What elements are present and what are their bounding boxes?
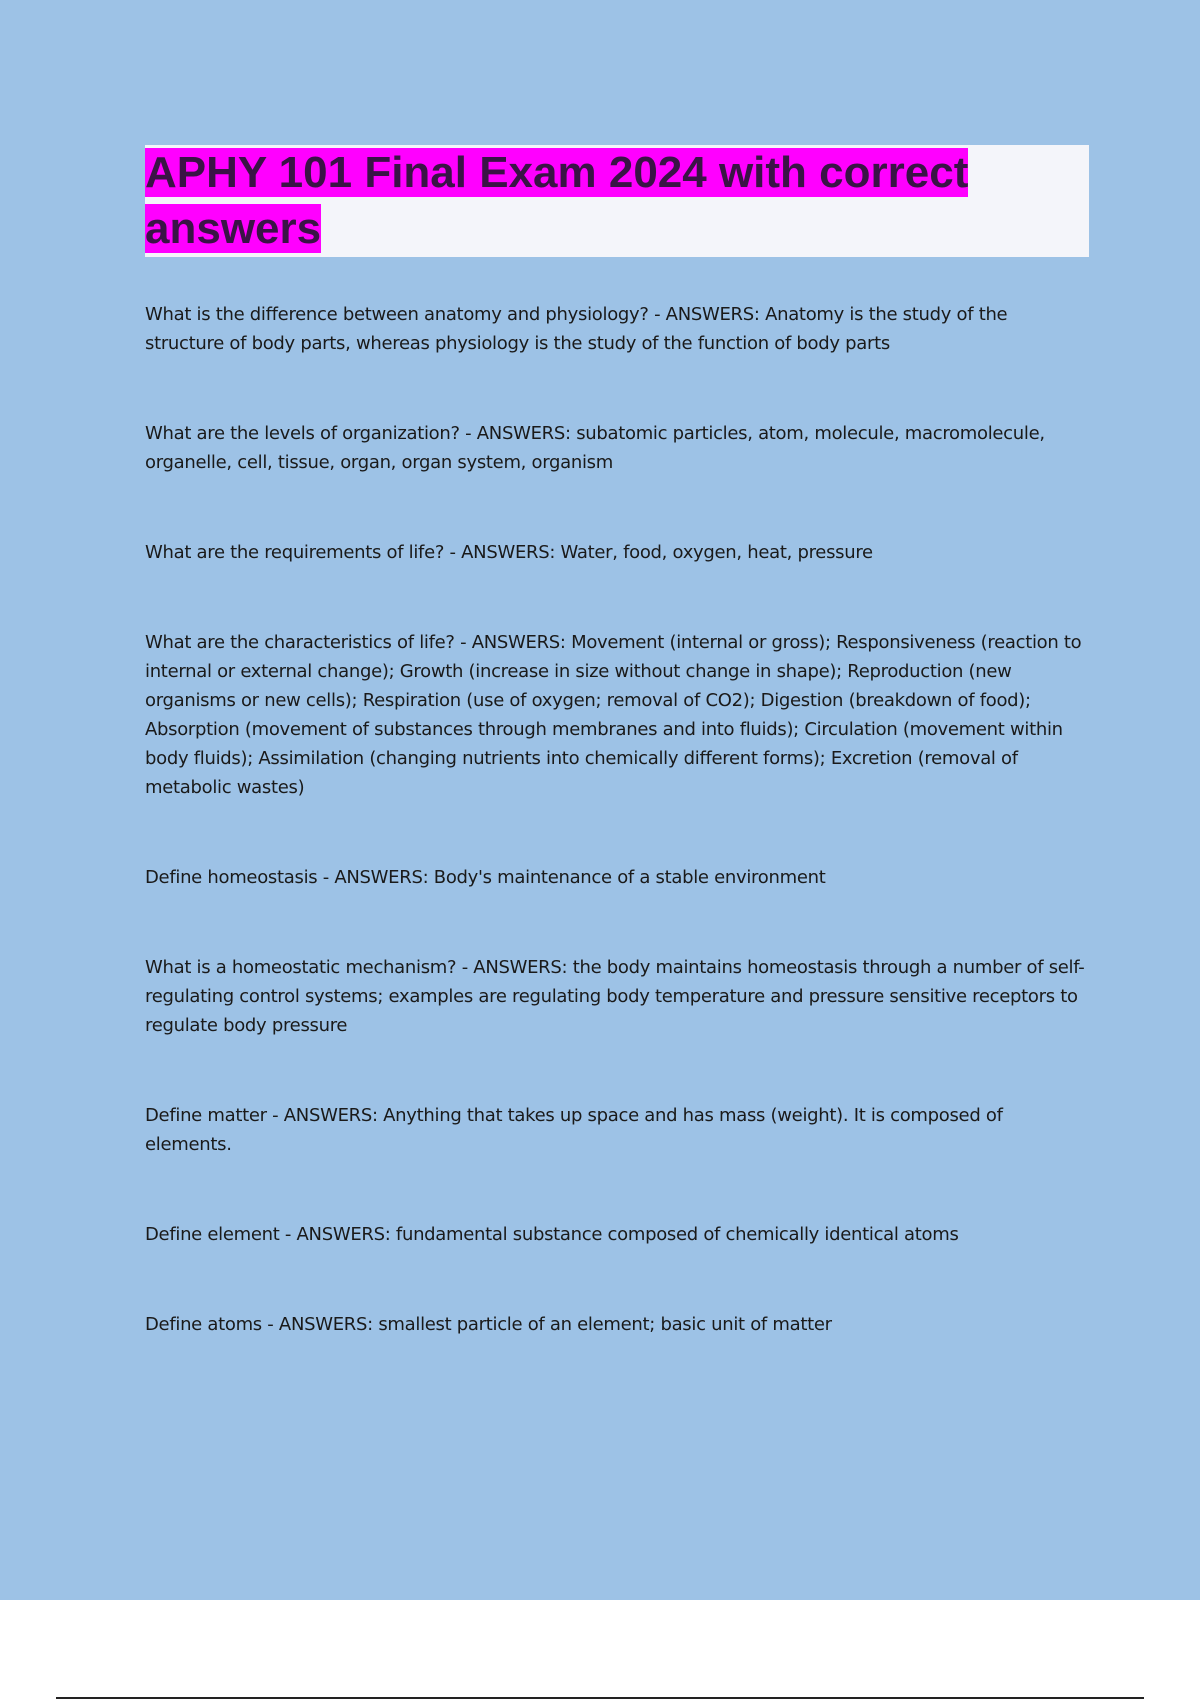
qa-item: Define homeostasis - ANSWERS: Body's maintenance of a stable environment: [145, 867, 826, 888]
qa-item: What are the requirements of life? - ANSWERS: Water, food, oxygen, heat, pressure: [145, 542, 873, 563]
qa-item: What is the difference between anatomy and physiology? - ANSWERS: Anatomy is the study of the structure of body parts, whereas physiology is the study of the function of body parts: [145, 304, 1008, 354]
qa-list: [145, 300, 1085, 1339]
qa-item: Define matter - ANSWERS: Anything that takes up space and has mass (weight). It is composed of elements.: [145, 1105, 1003, 1155]
qa-item: What are the levels of organization? - ANSWERS: subatomic particles, atom, molecule, macromolecule, organelle, cell, tissue, organ, organ system, organism: [145, 423, 1045, 473]
qa-item: Define element - ANSWERS: fundamental substance composed of chemically identical atoms: [145, 1224, 959, 1245]
document-title: [145, 145, 1089, 257]
footer-divider: [56, 1697, 1144, 1699]
qa-item: What are the characteristics of life? - ANSWERS: Movement (internal or gross); Responsiveness (reaction to internal or external change); Growth (increase in size without change in shape); Reproduction (new organisms or new cells); Respiration (use of oxygen; removal of CO2); Digestion (breakdown of food); Absorption (movement of substances through membranes and into fluids); Circulation (movement within body fluids); Assimilation (changing nutrients into chemically different forms); Excretion (removal of metabolic wastes): [145, 632, 1082, 798]
title-box: [145, 145, 1089, 257]
qa-item: What is a homeostatic mechanism? - ANSWERS: the body maintains homeostasis through a number of self-regulating control systems; examples are regulating body temperature and pressure sensitive receptors to regulate body pressure: [145, 957, 1085, 1036]
document-title-text: APHY 101 Final Exam 2024 with correct answers: [145, 148, 969, 253]
qa-item: Define atoms - ANSWERS: smallest particle of an element; basic unit of matter: [145, 1314, 832, 1335]
